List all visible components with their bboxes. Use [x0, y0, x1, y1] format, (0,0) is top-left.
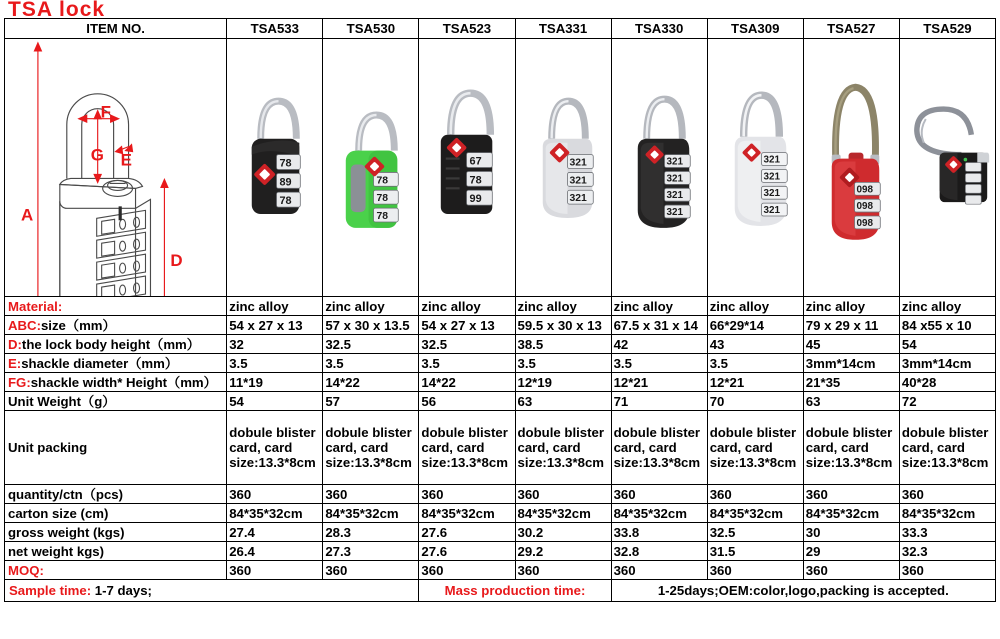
table-header-row [5, 19, 996, 39]
sample-time-value: 1-7 days; [91, 583, 152, 598]
cell-spec-0-7: zinc alloy [899, 297, 995, 316]
cell-spec-0-4: zinc alloy [611, 297, 707, 316]
cell-logi-3-3: 29.2 [515, 542, 611, 561]
cell-spec-0-1: zinc alloy [323, 297, 419, 316]
cell-spec-2-0: 32 [227, 335, 323, 354]
mass-production-label-cell [419, 580, 611, 602]
row-label-spec-4 [5, 373, 227, 392]
cell-spec-3-1: 3.5 [323, 354, 419, 373]
svg-text:321: 321 [763, 188, 780, 200]
product-photo-tsa330 [611, 39, 707, 297]
cell-packing-6: dobule blister card, card size:13.3*8cm [803, 411, 899, 485]
cell-spec-3-4: 3.5 [611, 354, 707, 373]
cell-spec-0-3: zinc alloy [515, 297, 611, 316]
table-row [5, 542, 996, 561]
table-row [5, 561, 996, 580]
row-label-text: size（mm） [40, 317, 116, 333]
cell-logi-3-1: 27.3 [323, 542, 419, 561]
svg-text:321: 321 [568, 175, 587, 187]
header-item-2: TSA523 [419, 19, 515, 39]
cell-spec-5-0: 54 [227, 392, 323, 411]
cell-spec-4-2: 14*22 [419, 373, 515, 392]
cell-logi-1-2: 84*35*32cm [419, 504, 515, 523]
cell-spec-4-3: 12*19 [515, 373, 611, 392]
row-label-text: shackle diameter（mm） [21, 355, 179, 371]
cell-logi-2-3: 30.2 [515, 523, 611, 542]
cell-logi-2-6: 30 [803, 523, 899, 542]
cell-packing-3: dobule blister card, card size:13.3*8cm [515, 411, 611, 485]
cell-spec-1-3: 59.5 x 30 x 13 [515, 316, 611, 335]
svg-text:321: 321 [568, 193, 587, 205]
cell-spec-2-3: 38.5 [515, 335, 611, 354]
row-label-spec-2 [5, 335, 227, 354]
row-label-unit-packing: Unit packing [5, 411, 227, 485]
header-item-0: TSA533 [227, 19, 323, 39]
svg-text:321: 321 [763, 171, 780, 183]
spec-table [4, 18, 996, 602]
row-label-logi-1 [5, 504, 227, 523]
row-label-prefix: FG: [8, 374, 31, 390]
cell-logi-4-6: 360 [803, 561, 899, 580]
cell-logi-3-7: 32.3 [899, 542, 995, 561]
row-label-text: gross weight (kgs) [8, 524, 125, 540]
lock-image-tsa529 [900, 39, 995, 296]
diagram-label-f: F [100, 102, 112, 122]
cell-logi-1-5: 84*35*32cm [707, 504, 803, 523]
cell-logi-2-1: 28.3 [323, 523, 419, 542]
lock-image-tsa523 [419, 39, 514, 296]
row-label-spec-3 [5, 354, 227, 373]
row-label-logi-3 [5, 542, 227, 561]
table-row [5, 354, 996, 373]
cell-logi-3-6: 29 [803, 542, 899, 561]
cell-logi-1-7: 84*35*32cm [899, 504, 995, 523]
product-photo-tsa530 [323, 39, 419, 297]
cell-spec-0-6: zinc alloy [803, 297, 899, 316]
product-image-row [5, 39, 996, 297]
cell-logi-0-0: 360 [227, 485, 323, 504]
mass-production-value: 1-25days;OEM:color,logo,packing is accepted. [657, 583, 949, 598]
cell-logi-1-4: 84*35*32cm [611, 504, 707, 523]
row-label-spec-5 [5, 392, 227, 411]
cell-spec-3-6: 3mm*14cm [803, 354, 899, 373]
cell-spec-1-6: 79 x 29 x 11 [803, 316, 899, 335]
diagram-label-g: G [90, 145, 104, 165]
svg-text:321: 321 [666, 156, 683, 168]
lock-image-tsa330 [612, 39, 707, 296]
diagram-label-e: E [120, 150, 132, 170]
table-row [5, 297, 996, 316]
cell-logi-2-4: 33.8 [611, 523, 707, 542]
svg-text:098: 098 [856, 201, 873, 213]
unit-packing-row [5, 411, 996, 485]
cell-logi-1-6: 84*35*32cm [803, 504, 899, 523]
table-row [5, 373, 996, 392]
header-item-no: ITEM NO. [5, 19, 227, 39]
footer-row [5, 580, 996, 602]
header-item-6: TSA527 [803, 19, 899, 39]
cell-spec-3-5: 3.5 [707, 354, 803, 373]
cell-spec-1-2: 54 x 27 x 13 [419, 316, 515, 335]
cell-spec-4-4: 12*21 [611, 373, 707, 392]
cell-logi-1-1: 84*35*32cm [323, 504, 419, 523]
mass-production-value-cell [611, 580, 995, 602]
cell-logi-3-2: 27.6 [419, 542, 515, 561]
row-label-spec-1 [5, 316, 227, 335]
cell-spec-1-7: 84 x55 x 10 [899, 316, 995, 335]
padlock-dimension-diagram [5, 39, 226, 296]
cell-logi-0-4: 360 [611, 485, 707, 504]
row-label-prefix: E: [8, 355, 22, 371]
product-photo-tsa309 [707, 39, 803, 297]
svg-text:89: 89 [279, 176, 292, 189]
cell-spec-0-2: zinc alloy [419, 297, 515, 316]
header-item-4: TSA330 [611, 19, 707, 39]
row-label-prefix: MOQ: [8, 562, 44, 578]
cell-logi-0-3: 360 [515, 485, 611, 504]
cell-spec-0-0: zinc alloy [227, 297, 323, 316]
row-label-spec-0 [5, 297, 227, 316]
svg-text:321: 321 [666, 207, 683, 219]
header-item-3: TSA331 [515, 19, 611, 39]
cell-spec-1-4: 67.5 x 31 x 14 [611, 316, 707, 335]
svg-text:78: 78 [279, 157, 292, 170]
svg-text:321: 321 [763, 205, 780, 217]
table-row [5, 504, 996, 523]
svg-text:78: 78 [376, 211, 389, 223]
cell-logi-3-4: 32.8 [611, 542, 707, 561]
row-label-text: quantity/ctn（pcs) [8, 486, 124, 502]
cell-logi-1-0: 84*35*32cm [227, 504, 323, 523]
cell-spec-5-3: 63 [515, 392, 611, 411]
svg-text:321: 321 [568, 157, 587, 169]
header-item-7: TSA529 [899, 19, 995, 39]
svg-text:67: 67 [469, 155, 483, 168]
svg-text:78: 78 [376, 193, 389, 205]
lock-image-tsa527 [804, 39, 899, 296]
cell-spec-1-5: 66*29*14 [707, 316, 803, 335]
product-photo-tsa533 [227, 39, 323, 297]
row-label-prefix: Material: [8, 298, 63, 314]
svg-text:321: 321 [666, 190, 683, 202]
cell-spec-2-1: 32.5 [323, 335, 419, 354]
lock-image-tsa331 [516, 39, 611, 296]
row-label-logi-0 [5, 485, 227, 504]
row-label-text: Unit Weight（g） [8, 393, 116, 409]
cell-packing-4: dobule blister card, card size:13.3*8cm [611, 411, 707, 485]
diagram-label-d: D [170, 251, 183, 271]
cell-logi-3-5: 31.5 [707, 542, 803, 561]
cell-logi-4-4: 360 [611, 561, 707, 580]
cell-spec-5-5: 70 [707, 392, 803, 411]
cell-logi-1-3: 84*35*32cm [515, 504, 611, 523]
row-label-text: net weight kgs) [8, 543, 104, 559]
cell-spec-2-5: 43 [707, 335, 803, 354]
svg-text:098: 098 [856, 217, 873, 229]
cell-logi-2-2: 27.6 [419, 523, 515, 542]
product-photo-tsa529 [899, 39, 995, 297]
lock-image-tsa309 [708, 39, 803, 296]
cell-logi-2-5: 32.5 [707, 523, 803, 542]
row-label-text: the lock body height（mm） [21, 336, 200, 352]
cell-packing-7: dobule blister card, card size:13.3*8cm [899, 411, 995, 485]
product-photo-tsa331 [515, 39, 611, 297]
cell-logi-0-2: 360 [419, 485, 515, 504]
cell-spec-2-4: 42 [611, 335, 707, 354]
cell-logi-0-6: 360 [803, 485, 899, 504]
cell-logi-3-0: 26.4 [227, 542, 323, 561]
table-row [5, 485, 996, 504]
cell-spec-3-0: 3.5 [227, 354, 323, 373]
cell-spec-4-5: 12*21 [707, 373, 803, 392]
cell-packing-5: dobule blister card, card size:13.3*8cm [707, 411, 803, 485]
row-label-logi-2 [5, 523, 227, 542]
svg-text:78: 78 [469, 174, 483, 187]
cell-spec-5-2: 56 [419, 392, 515, 411]
cell-spec-5-4: 71 [611, 392, 707, 411]
cell-spec-0-5: zinc alloy [707, 297, 803, 316]
svg-text:78: 78 [279, 195, 292, 208]
svg-text:098: 098 [856, 184, 873, 196]
table-row [5, 392, 996, 411]
page-title: TSA lock [8, 0, 106, 21]
sample-time-cell [5, 580, 419, 602]
cell-spec-1-1: 57 x 30 x 13.5 [323, 316, 419, 335]
cell-spec-4-0: 11*19 [227, 373, 323, 392]
cell-logi-0-5: 360 [707, 485, 803, 504]
row-label-logi-4 [5, 561, 227, 580]
product-photo-tsa523 [419, 39, 515, 297]
row-label-text: carton size (cm) [8, 505, 109, 521]
cell-logi-4-1: 360 [323, 561, 419, 580]
cell-logi-4-7: 360 [899, 561, 995, 580]
cell-spec-2-7: 54 [899, 335, 995, 354]
cell-logi-4-5: 360 [707, 561, 803, 580]
header-item-5: TSA309 [707, 19, 803, 39]
cell-packing-1: dobule blister card, card size:13.3*8cm [323, 411, 419, 485]
svg-text:321: 321 [666, 173, 683, 185]
svg-text:99: 99 [469, 193, 483, 206]
cell-packing-2: dobule blister card, card size:13.3*8cm [419, 411, 515, 485]
cell-spec-5-1: 57 [323, 392, 419, 411]
table-row [5, 316, 996, 335]
diagram-label-a: A [20, 205, 34, 225]
cell-spec-4-1: 14*22 [323, 373, 419, 392]
cell-logi-4-3: 360 [515, 561, 611, 580]
cell-spec-3-2: 3.5 [419, 354, 515, 373]
cell-logi-2-7: 33.3 [899, 523, 995, 542]
cell-spec-4-7: 40*28 [899, 373, 995, 392]
lock-image-tsa533 [227, 39, 322, 296]
sample-time-label: Sample time: [9, 583, 92, 598]
row-label-prefix: D: [8, 336, 22, 352]
cell-spec-2-6: 45 [803, 335, 899, 354]
cell-spec-3-3: 3.5 [515, 354, 611, 373]
product-photo-tsa527 [803, 39, 899, 297]
cell-spec-1-0: 54 x 27 x 13 [227, 316, 323, 335]
table-row [5, 335, 996, 354]
cell-spec-5-7: 72 [899, 392, 995, 411]
svg-text:78: 78 [376, 175, 389, 187]
cell-logi-2-0: 27.4 [227, 523, 323, 542]
dimension-diagram-cell [5, 39, 227, 297]
svg-text:321: 321 [763, 154, 780, 166]
cell-spec-5-6: 63 [803, 392, 899, 411]
cell-spec-4-6: 21*35 [803, 373, 899, 392]
cell-logi-4-2: 360 [419, 561, 515, 580]
row-label-prefix: ABC: [8, 317, 41, 333]
lock-image-tsa530 [323, 39, 418, 296]
cell-packing-0: dobule blister card, card size:13.3*8cm [227, 411, 323, 485]
cell-logi-0-7: 360 [899, 485, 995, 504]
cell-spec-2-2: 32.5 [419, 335, 515, 354]
table-row [5, 523, 996, 542]
cell-logi-0-1: 360 [323, 485, 419, 504]
header-item-1: TSA530 [323, 19, 419, 39]
row-label-text: shackle width* Height（mm） [30, 374, 217, 390]
mass-production-label: Mass production time: [444, 583, 586, 598]
cell-spec-3-7: 3mm*14cm [899, 354, 995, 373]
cell-logi-4-0: 360 [227, 561, 323, 580]
